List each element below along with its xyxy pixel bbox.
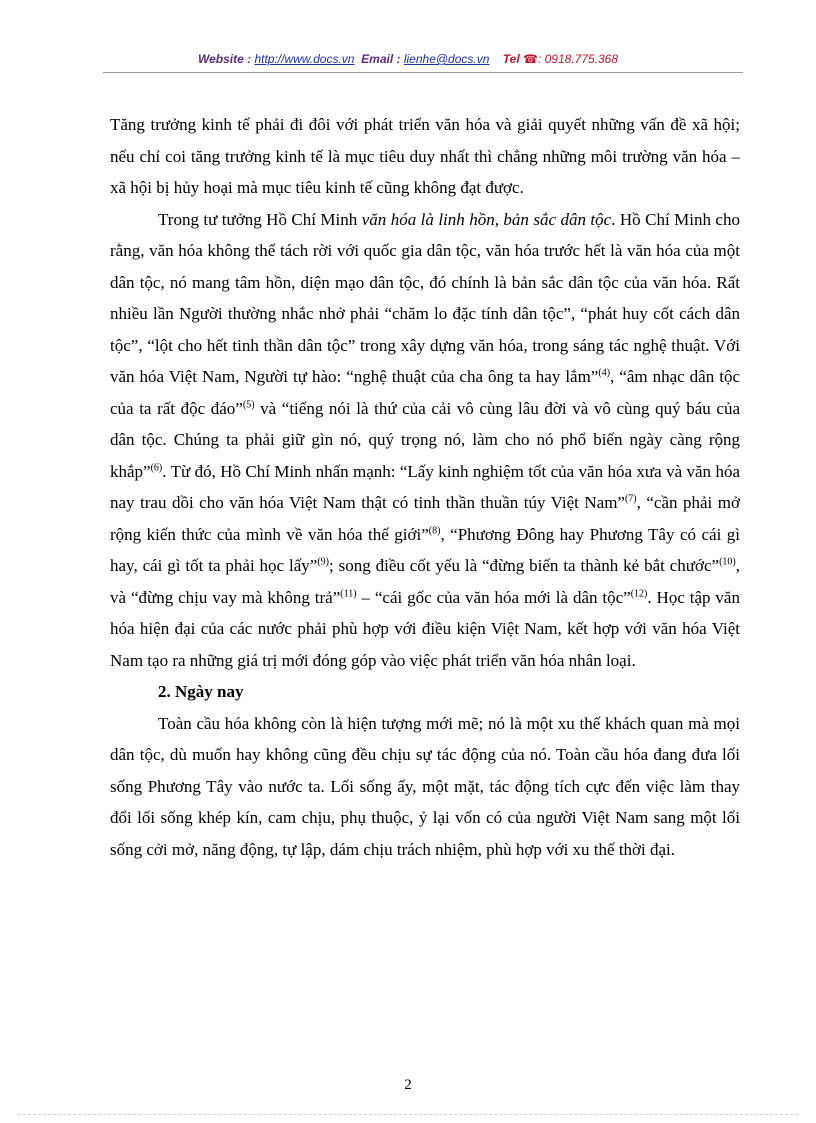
section-heading: 2. Ngày nay	[158, 682, 244, 701]
text-run: . Hồ Chí Minh cho rằng, văn hóa không thể tách rời với quốc gia dân tộc, văn hóa trước hết là văn hóa của một dân tộc, nó mang tâm hồn, diện mạo dân tộc, đó chính là bản sắc dân tộc của văn hóa. Rất nhiều lần Người thường nhắc nhở phải “chăm lo đặc tính dân tộc”, “phát huy cốt cách dân tộc”, “lột cho hết tinh thần dân tộc” trong xây dựng văn hóa, trong sáng tác nghệ thuật. Với văn hóa Việt Nam, Người tự hào: “nghệ thuật của cha ông ta hay lắm”	[110, 209, 740, 386]
footnote-ref: (7)	[624, 493, 637, 505]
website-label: Website :	[197, 52, 255, 66]
paragraph-1: Tăng trưởng kinh tế phải đi đôi với phát triển văn hóa và giải quyết những vấn đề xã hội; nếu chỉ coi tăng trưởng kinh tế là mục tiêu duy nhất thì chẳng những môi trường văn hóa – xã hội bị hủy hoại mà mục tiêu kinh tế cũng không đạt được.	[110, 115, 740, 197]
footnote-ref: (8)	[428, 524, 441, 536]
text-run: Trong tư tưởng Hồ Chí Minh	[158, 209, 362, 229]
text-run: , “âm nhạc dân tộc của ta rất độc đáo”	[110, 367, 740, 418]
paragraph-3: Toàn cầu hóa không còn là hiện tượng mới mẽ; nó là một xu thế khách quan mà mọi dân tộc, dù muốn hay không cũng đều chịu sự tác động của nó. Toàn cầu hóa đang đưa lối sống Phương Tây vào nước ta. Lối sống ấy, một mặt, tác động tích cực đến việc làm thay đổi lối sống khép kín, cam chịu, phụ thuộc, ỷ lại vốn có của người Việt Nam sang một lối sống cởi mở, năng động, tự lập, dám chịu trách nhiệm, phù hợp với xu thế thời đại.	[110, 713, 740, 859]
website-link[interactable]: http://www.docs.vn	[254, 52, 355, 66]
page-bottom-border	[18, 1114, 798, 1115]
page-header	[0, 52, 816, 66]
footnote-ref: (11)	[340, 587, 357, 599]
text-run: . Học tập văn hóa hiện đại của các nước phải phù hợp với điều kiện Việt Nam, kết hợp với văn hóa Việt Nam tạo ra những giá trị mới đóng góp vào việc phát triển văn hóa nhân loại.	[110, 587, 740, 670]
tel-number: : 0918.775.368	[537, 52, 619, 66]
document-body	[110, 109, 740, 865]
header-divider	[103, 72, 743, 73]
footnote-ref: (4)	[598, 367, 611, 379]
footnote-ref: (9)	[317, 556, 329, 568]
text-run: ; song điều cốt yếu là “đừng biến ta thành kẻ bắt chước”	[328, 556, 720, 575]
text-run: . Từ đó, Hồ Chí Minh nhấn mạnh: “Lấy kinh nghiệm tốt của văn hóa xưa và văn hóa nay trau dồi cho văn hóa Việt Nam thật có tinh thần thuần túy Việt Nam”	[110, 461, 740, 512]
footnote-ref: (12)	[630, 587, 648, 599]
text-run: , “cần phải mở rộng kiến thức của mình về văn hóa thế giới”	[110, 493, 740, 544]
page-number: 2	[404, 1077, 412, 1093]
footnote-ref: (5)	[242, 398, 255, 410]
text-run: , “Phương Đông hay Phương Tây có cái gì hay, cái gì tốt ta phải học lấy”	[110, 524, 741, 575]
footnote-ref: (10)	[719, 556, 736, 568]
email-link[interactable]: lienhe@docs.vn	[403, 52, 490, 66]
italic-phrase: văn hóa là linh hồn, bản sắc dân tộc	[361, 209, 612, 229]
text-run: , và “đừng chịu vay mà không trả”	[110, 556, 740, 607]
tel-label: Tel	[502, 52, 523, 66]
footnote-ref: (6)	[150, 461, 163, 473]
text-run: và “tiếng nói là thứ của cải vô cùng lâu đời và vô cùng quý báu của dân tộc. Chúng ta phải giữ gìn nó, quý trọng nó, làm cho nó phổ biến ngày càng rộng khắp”	[110, 398, 740, 481]
email-label: Email :	[361, 52, 404, 66]
text-run: – “cái gốc của văn hóa mới là dân tộc”	[356, 587, 631, 607]
phone-icon: ☎	[523, 52, 538, 66]
paragraph-2	[110, 204, 740, 677]
